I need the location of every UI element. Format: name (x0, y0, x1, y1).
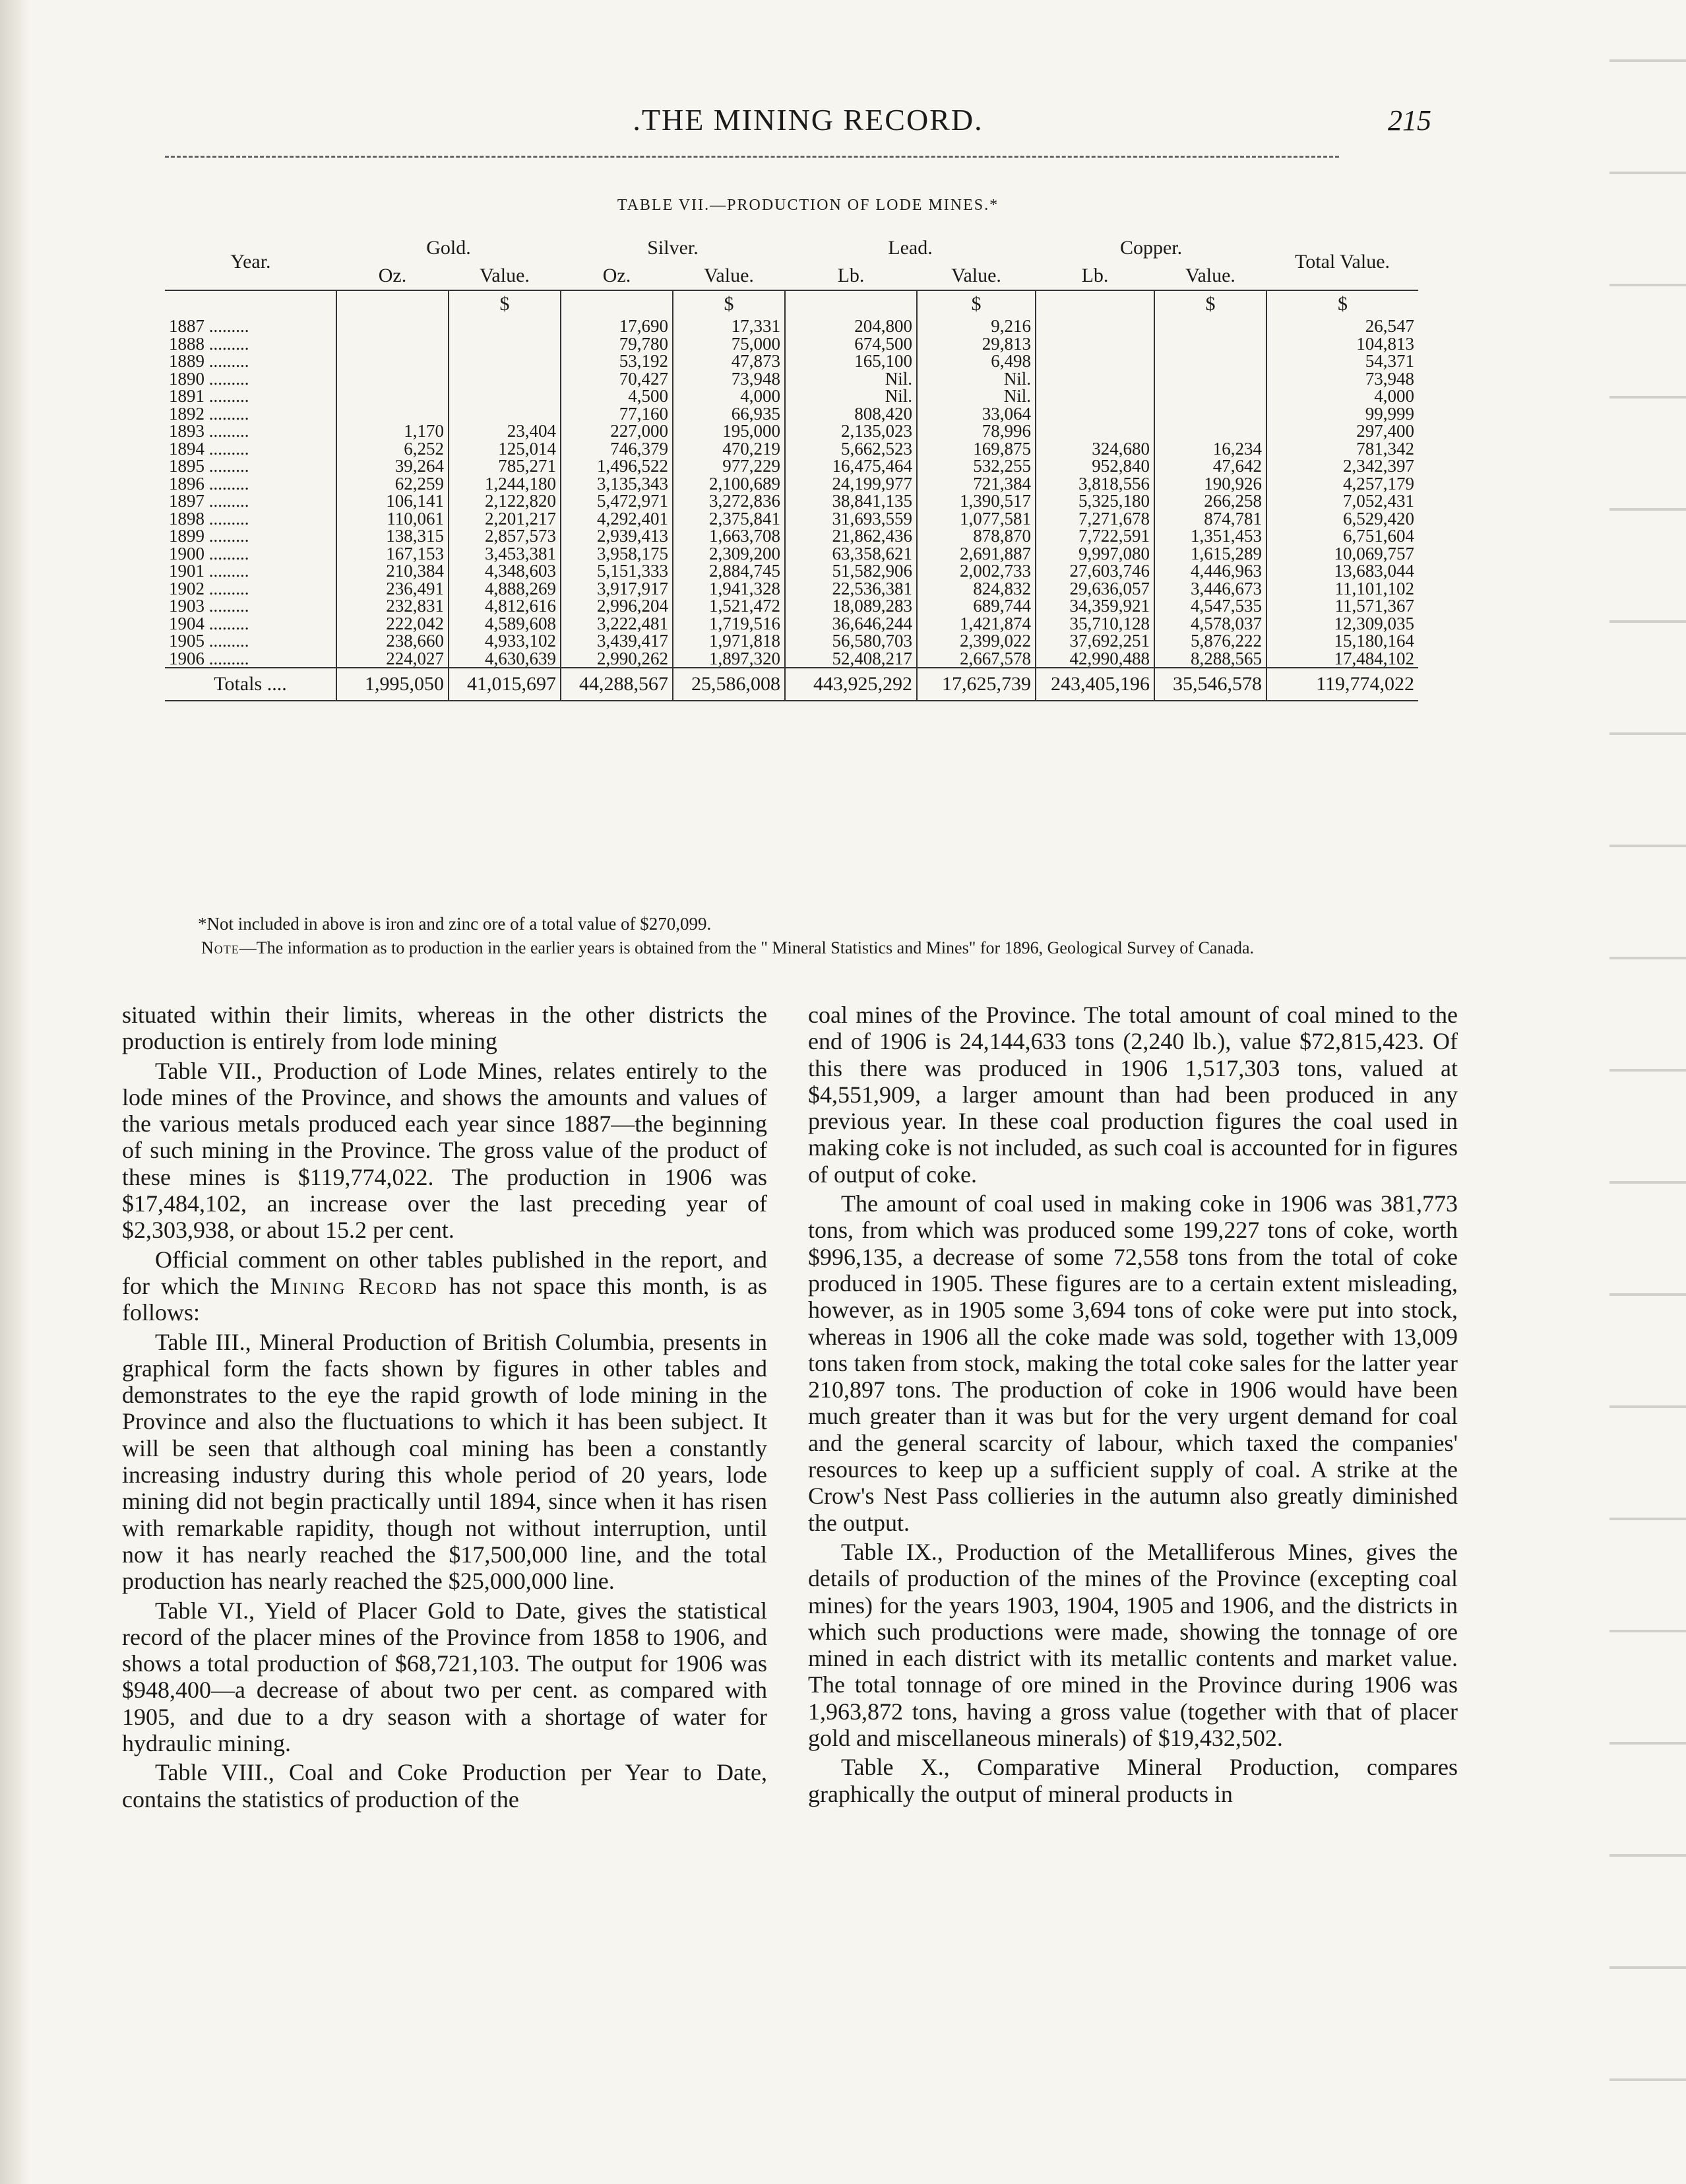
value-cell: 3,446,673 (1154, 580, 1266, 598)
value-cell: 7,052,431 (1343, 492, 1415, 510)
value-cell: 3,439,417 (561, 632, 673, 650)
value-cell (336, 352, 449, 370)
value-cell: 204,800 (785, 317, 917, 335)
year-cell: 1903 ......... (165, 597, 336, 615)
year-cell: 1889 ......... (165, 352, 336, 370)
value-cell: 2,939,413 (561, 527, 673, 545)
value-cell: 21,862,436 (785, 527, 917, 545)
value-cell: 6,751,604 (1343, 527, 1415, 545)
value-cell: 470,219 (673, 440, 785, 458)
totals-cell: 35,546,578 (1154, 668, 1266, 701)
value-cell: 138,315 (336, 527, 449, 545)
lode-mines-table (165, 234, 1418, 701)
value-cell: 106,141 (336, 492, 449, 510)
table-row (165, 580, 1418, 598)
page-right-edge (1609, 0, 1686, 2184)
silver-value-header: Value. (704, 265, 754, 286)
value-cell: 236,491 (336, 580, 449, 598)
value-cell: 824,832 (917, 580, 1036, 598)
value-cell: Nil. (785, 370, 917, 388)
value-cell: 39,264 (336, 457, 449, 475)
value-cell: 24,199,977 (785, 475, 917, 493)
year-cell: 1895 ......... (165, 457, 336, 475)
value-cell (1154, 370, 1266, 388)
value-cell: 37,692,251 (1036, 632, 1154, 650)
value-cell: 232,831 (336, 597, 449, 615)
value-cell (1154, 352, 1266, 370)
value-cell: 4,578,037 (1154, 615, 1266, 633)
value-cell: 51,582,906 (785, 562, 917, 580)
value-cell: 26,547 (1365, 317, 1415, 335)
paragraph: Table VI., Yield of Placer Gold to Date, gives the statistical record of the placer mines of the Province from 1858 to 1906, and shows a total production of $68,721,103. The output for 1906 was $948,400—a decrease of about two per cent. as compared with 1905, and due to a dry season with a shortage of water for hydraulic mining. (122, 1597, 767, 1757)
value-cell: 10,069,757 (1334, 544, 1415, 562)
table-row (165, 632, 1418, 650)
value-cell: 1,941,328 (673, 580, 785, 598)
value-cell: 3,272,836 (673, 492, 785, 510)
value-cell: 3,453,381 (449, 545, 561, 563)
gold-value-header: Value. (480, 265, 530, 286)
value-cell: 2,342,397 (1343, 457, 1415, 475)
value-cell: 532,255 (917, 457, 1036, 475)
value-cell: 4,630,639 (449, 650, 561, 668)
header-rule (165, 156, 1339, 158)
value-cell (336, 335, 449, 353)
value-cell: 54,371 (1365, 352, 1415, 370)
right-column (808, 1002, 1458, 1810)
value-cell: 4,000 (673, 387, 785, 405)
table-row (165, 527, 1418, 545)
value-cell: 4,812,616 (449, 597, 561, 615)
value-cell: 2,002,733 (917, 562, 1036, 580)
value-cell: 222,042 (336, 615, 449, 633)
value-cell: 47,873 (673, 352, 785, 370)
paragraph: Table IX., Production of the Metalliferous Mines, gives the details of production of the mines of the Province (excepting coal mines) for the years 1903, 1904, 1905 and 1906, and the districts in which such productions were made, showing the tonnage of ore mined in each district with its metallic contents and market value. The total tonnage of ore mined in the Province during 1906 was 1,963,872 tons, having a gross value (together with that of placer gold and miscellaneous minerals) of $19,432,502. (808, 1538, 1458, 1752)
value-cell: 47,642 (1154, 457, 1266, 475)
value-cell: Nil. (917, 387, 1036, 405)
value-cell: 3,917,917 (561, 580, 673, 598)
value-cell (1154, 335, 1266, 353)
value-cell: 1,351,453 (1154, 527, 1266, 545)
value-cell: 808,420 (785, 405, 917, 423)
copper-value-header: Value. (1185, 265, 1235, 286)
value-cell: 746,379 (561, 440, 673, 458)
value-cell: 5,151,333 (561, 562, 673, 580)
page-number: 215 (1388, 104, 1431, 137)
value-cell: 167,153 (336, 545, 449, 563)
value-cell: 210,384 (336, 562, 449, 580)
value-cell: 2,135,023 (785, 422, 917, 440)
unit-copper-value: $ (1154, 290, 1266, 317)
left-column (122, 1002, 767, 1815)
value-cell: 15,180,164 (1334, 632, 1415, 650)
silver-header: Silver. (647, 237, 699, 259)
value-cell: 17,331 (673, 317, 785, 335)
table-row (165, 387, 1418, 405)
totals-row (165, 668, 1418, 701)
lead-header: Lead. (888, 237, 933, 259)
year-cell: 1902 ......... (165, 580, 336, 598)
year-cell: 1896 ......... (165, 475, 336, 493)
value-cell: 4,589,608 (449, 615, 561, 633)
value-cell (1036, 370, 1154, 388)
value-cell (449, 370, 561, 388)
value-cell: 18,089,283 (785, 597, 917, 615)
value-cell (1154, 387, 1266, 405)
value-cell: 878,870 (917, 527, 1036, 545)
value-cell: 34,359,921 (1036, 597, 1154, 615)
value-cell: 110,061 (336, 510, 449, 528)
value-cell (1154, 422, 1266, 440)
value-cell: 2,375,841 (673, 510, 785, 528)
paragraph: Table VIII., Coal and Coke Production per Year to Date, contains the statistics of production of the (122, 1759, 767, 1813)
totals-cell: 443,925,292 (785, 668, 917, 701)
value-cell: 35,710,128 (1036, 615, 1154, 633)
value-cell (336, 317, 449, 335)
value-cell: 324,680 (1036, 440, 1154, 458)
year-cell: 1898 ......... (165, 510, 336, 528)
value-cell: 4,292,401 (561, 510, 673, 528)
value-cell: 52,408,217 (785, 650, 917, 668)
year-cell: 1890 ......... (165, 370, 336, 388)
page-header (165, 102, 1451, 148)
year-cell: 1906 ......... (165, 650, 336, 668)
value-cell (336, 387, 449, 405)
table-row (165, 440, 1418, 458)
value-cell: 62,259 (336, 475, 449, 493)
value-cell: 2,399,022 (917, 632, 1036, 650)
unit-gold-value: $ (449, 290, 561, 317)
table-note (165, 937, 1418, 959)
value-cell (336, 370, 449, 388)
value-cell: 5,325,180 (1036, 492, 1154, 510)
silver-oz-header: Oz. (602, 265, 631, 286)
year-cell: 1893 ......... (165, 422, 336, 440)
value-cell: 1,971,818 (673, 632, 785, 650)
value-cell: 4,547,535 (1154, 597, 1266, 615)
paragraph: situated within their limits, whereas in the other districts the production is entirely from lode mining (122, 1002, 767, 1055)
year-cell: 1900 ......... (165, 545, 336, 563)
note-text: —The information as to production in the earlier years is obtained from the " Mineral Statistics and Mines" for 1896, Geological Survey of Canada. (239, 938, 1254, 957)
value-cell: 2,996,204 (561, 597, 673, 615)
value-cell: 42,990,488 (1036, 650, 1154, 668)
table-row (165, 352, 1418, 370)
value-cell: 1,077,581 (917, 510, 1036, 528)
value-cell: 2,122,820 (449, 492, 561, 510)
paragraph: Table III., Mineral Production of British Columbia, presents in graphical form the facts shown by figures in other tables and demonstrates to the eye the rapid growth of lode mining in the Province and also the fluctuations to which it has been subject. It will be seen that although coal mining has been a constantly increasing industry during this whole period of 20 years, lode mining did not begin practically until 1894, since when it has risen with remarkable rapidity, though not without interruption, until now it has nearly reached the $17,500,000 line, and the total production has nearly reached the $25,000,000 line. (122, 1328, 767, 1595)
value-cell: 689,744 (917, 597, 1036, 615)
gold-oz-header: Oz. (378, 265, 407, 286)
value-cell: 27,603,746 (1036, 562, 1154, 580)
value-cell: 3,135,343 (561, 475, 673, 493)
value-cell: Nil. (785, 387, 917, 405)
value-cell: 1,390,517 (917, 492, 1036, 510)
value-cell: 4,933,102 (449, 632, 561, 650)
value-cell: 1,663,708 (673, 527, 785, 545)
value-cell: 165,100 (785, 352, 917, 370)
value-cell: 17,690 (561, 317, 673, 335)
year-cell: 1897 ......... (165, 492, 336, 510)
totals-cell: 1,995,050 (336, 668, 449, 701)
totals-cell: 119,774,022 (1266, 668, 1418, 701)
value-cell: 33,064 (917, 405, 1036, 423)
value-cell: 674,500 (785, 335, 917, 353)
value-cell: 56,580,703 (785, 632, 917, 650)
year-cell: 1891 ......... (165, 387, 336, 405)
value-cell: 75,000 (673, 335, 785, 353)
journal-name: Mining Record (270, 1272, 438, 1299)
unit-silver-value: $ (673, 290, 785, 317)
value-cell: 1,521,472 (673, 597, 785, 615)
value-cell: 99,999 (1365, 404, 1415, 422)
value-cell (449, 387, 561, 405)
year-cell: 1887 ......... (165, 317, 336, 335)
value-cell: 2,667,578 (917, 650, 1036, 668)
unit-total-value: $ (1266, 290, 1418, 317)
value-cell (1036, 335, 1154, 353)
value-cell (449, 317, 561, 335)
value-cell: 874,781 (1154, 510, 1266, 528)
value-cell: 4,000 (1374, 387, 1415, 405)
value-cell: 781,342 (1356, 439, 1415, 457)
value-cell: 3,958,175 (561, 545, 673, 563)
copper-header: Copper. (1119, 237, 1183, 259)
paragraph: The amount of coal used in making coke in 1906 was 381,773 tons, from which was produced some 199,227 tons of coke, worth $996,135, a decrease of some 72,558 tons from the total of coke produced in 1905. These figures are to a certain extent misleading, however, as in 1905 some 3,694 tons of coke were put into stock, whereas in 1906 all the coke made was sold, together with 13,009 tons taken from stock, making the total coke sales for the latter year 210,897 tons. The production of coke in 1906 would have been much greater than it was but for the very urgent demand for coal and the general scarcity of labour, which taxed the companies' resources to keep up a sufficient supply of coal. A strike at the Crow's Nest Pass collieries in the autumn also greatly diminished the output. (808, 1190, 1458, 1536)
value-cell: 2,201,217 (449, 510, 561, 528)
totals-cell: 243,405,196 (1036, 668, 1154, 701)
table-row (165, 562, 1418, 580)
value-cell (1154, 317, 1266, 335)
value-cell: 73,948 (1365, 369, 1415, 387)
value-cell (1036, 405, 1154, 423)
value-cell: 5,876,222 (1154, 632, 1266, 650)
total-value-header: Total Value. (1295, 251, 1390, 273)
table-row (165, 615, 1418, 633)
value-cell: 297,400 (1356, 422, 1415, 440)
value-cell: 53,192 (561, 352, 673, 370)
page-binding-edge (0, 0, 30, 2184)
value-cell (1036, 352, 1154, 370)
value-cell (1036, 422, 1154, 440)
value-cell: 6,529,420 (1343, 509, 1415, 527)
table-row (165, 545, 1418, 563)
value-cell (1036, 317, 1154, 335)
table-header-row-1 (165, 234, 1418, 262)
value-cell: 190,926 (1154, 475, 1266, 493)
value-cell: 23,404 (449, 422, 561, 440)
paragraph-text: Official comment on other tables published in the report, and for which the (122, 1246, 767, 1299)
value-cell: 9,997,080 (1036, 545, 1154, 563)
table-row (165, 492, 1418, 510)
value-cell (1036, 387, 1154, 405)
value-cell: 11,571,367 (1334, 597, 1415, 615)
value-cell: 169,875 (917, 440, 1036, 458)
value-cell: 7,271,678 (1036, 510, 1154, 528)
value-cell: 70,427 (561, 370, 673, 388)
value-cell (449, 352, 561, 370)
lead-value-header: Value. (951, 265, 1001, 286)
value-cell: 104,813 (1356, 335, 1415, 352)
paragraph-text: has not space this month, is as follows: (122, 1272, 768, 1326)
table-footnote: *Not included in above is iron and zinc ore of a total value of $270,099. (198, 914, 712, 934)
value-cell: 16,234 (1154, 440, 1266, 458)
value-cell: 224,027 (336, 650, 449, 668)
totals-cell: 44,288,567 (561, 668, 673, 701)
value-cell: 17,484,102 (1334, 649, 1415, 668)
value-cell: 4,446,963 (1154, 562, 1266, 580)
value-cell: 13,683,044 (1334, 562, 1415, 580)
units-row (165, 290, 1418, 317)
value-cell: 12,309,035 (1334, 614, 1415, 632)
value-cell: 1,615,289 (1154, 545, 1266, 563)
value-cell: 29,636,057 (1036, 580, 1154, 598)
totals-cell: 25,586,008 (673, 668, 785, 701)
note-label: Note (201, 938, 239, 957)
value-cell: Nil. (917, 370, 1036, 388)
year-header: Year. (230, 251, 271, 273)
lead-lb-header: Lb. (837, 265, 865, 286)
value-cell: 6,252 (336, 440, 449, 458)
value-cell: 2,884,745 (673, 562, 785, 580)
table-row (165, 370, 1418, 388)
year-cell: 1901 ......... (165, 562, 336, 580)
value-cell: 4,500 (561, 387, 673, 405)
value-cell: 266,258 (1154, 492, 1266, 510)
paragraph (122, 1246, 767, 1326)
value-cell: 125,014 (449, 440, 561, 458)
table-header-row-2 (165, 262, 1418, 290)
copper-lb-header: Lb. (1081, 265, 1109, 286)
value-cell: 3,818,556 (1036, 475, 1154, 493)
value-cell: 6,498 (917, 352, 1036, 370)
totals-cell: 17,625,739 (917, 668, 1036, 701)
year-cell: 1904 ......... (165, 615, 336, 633)
value-cell: 29,813 (917, 335, 1036, 353)
value-cell: 1,421,874 (917, 615, 1036, 633)
value-cell: 7,722,591 (1036, 527, 1154, 545)
value-cell: 785,271 (449, 457, 561, 475)
value-cell: 5,662,523 (785, 440, 917, 458)
unit-lead-value: $ (917, 290, 1036, 317)
table-row (165, 510, 1418, 528)
table-row (165, 405, 1418, 423)
gold-header: Gold. (426, 237, 471, 259)
value-cell: 79,780 (561, 335, 673, 353)
table-caption: TABLE VII.—PRODUCTION OF LODE MINES.* (617, 197, 999, 214)
year-cell: 1899 ......... (165, 527, 336, 545)
totals-label: Totals .... (165, 668, 336, 701)
value-cell: 78,996 (917, 422, 1036, 440)
value-cell: 952,840 (1036, 457, 1154, 475)
value-cell: 8,288,565 (1154, 650, 1266, 668)
value-cell: 38,841,135 (785, 492, 917, 510)
journal-title: .THE MINING RECORD. (633, 103, 984, 137)
paragraph: Table VII., Production of Lode Mines, relates entirely to the lode mines of the Province, and shows the amounts and values of the various metals produced each year since 1887—the beginning of such mining in the Province. The gross value of the product of these mines is $119,774,022. The production in 1906 was $17,484,102, an increase over the last preceding year of $2,303,938, or about 15.2 per cent. (122, 1057, 767, 1244)
value-cell: 66,935 (673, 405, 785, 423)
value-cell: 4,348,603 (449, 562, 561, 580)
value-cell: 11,101,102 (1334, 579, 1415, 597)
value-cell: 195,000 (673, 422, 785, 440)
value-cell (1154, 405, 1266, 423)
value-cell: 1,897,320 (673, 650, 785, 668)
table-row (165, 457, 1418, 475)
value-cell: 977,229 (673, 457, 785, 475)
value-cell: 1,244,180 (449, 475, 561, 493)
value-cell: 63,358,621 (785, 545, 917, 563)
paragraph: coal mines of the Province. The total amount of coal mined to the end of 1906 is 24,144,633 tons (2,240 lb.), value $72,815,423. Of this there was produced in 1906 1,517,303 tons, valued at $4,551,909, a larger amount than had been produced in any previous year. In these coal production figures the coal used in making coke is not included, as such coal is accounted for in figures of output of coke. (808, 1002, 1458, 1188)
value-cell: 227,000 (561, 422, 673, 440)
value-cell: 77,160 (561, 405, 673, 423)
value-cell: 1,170 (336, 422, 449, 440)
paragraph: Table X., Comparative Mineral Production, compares graphically the output of mineral products in (808, 1754, 1458, 1807)
value-cell: 2,990,262 (561, 650, 673, 668)
value-cell: 2,100,689 (673, 475, 785, 493)
year-cell: 1894 ......... (165, 440, 336, 458)
value-cell (449, 335, 561, 353)
year-cell: 1892 ......... (165, 405, 336, 423)
value-cell: 3,222,481 (561, 615, 673, 633)
value-cell: 238,660 (336, 632, 449, 650)
value-cell: 9,216 (917, 317, 1036, 335)
year-cell: 1888 ......... (165, 335, 336, 353)
value-cell: 2,691,887 (917, 545, 1036, 563)
value-cell: 721,384 (917, 475, 1036, 493)
value-cell: 2,309,200 (673, 545, 785, 563)
table-row (165, 335, 1418, 353)
table-row (165, 650, 1418, 668)
value-cell: 36,646,244 (785, 615, 917, 633)
value-cell: 1,719,516 (673, 615, 785, 633)
value-cell (336, 405, 449, 423)
value-cell: 31,693,559 (785, 510, 917, 528)
value-cell: 22,536,381 (785, 580, 917, 598)
value-cell: 2,857,573 (449, 527, 561, 545)
table-row (165, 597, 1418, 615)
value-cell: 4,888,269 (449, 580, 561, 598)
value-cell: 16,475,464 (785, 457, 917, 475)
value-cell: 73,948 (673, 370, 785, 388)
year-cell: 1905 ......... (165, 632, 336, 650)
table-row (165, 475, 1418, 493)
table-row (165, 317, 1418, 335)
value-cell: 1,496,522 (561, 457, 673, 475)
table-row (165, 422, 1418, 440)
value-cell: 5,472,971 (561, 492, 673, 510)
totals-cell: 41,015,697 (449, 668, 561, 701)
value-cell (449, 405, 561, 423)
value-cell: 4,257,179 (1343, 474, 1415, 492)
